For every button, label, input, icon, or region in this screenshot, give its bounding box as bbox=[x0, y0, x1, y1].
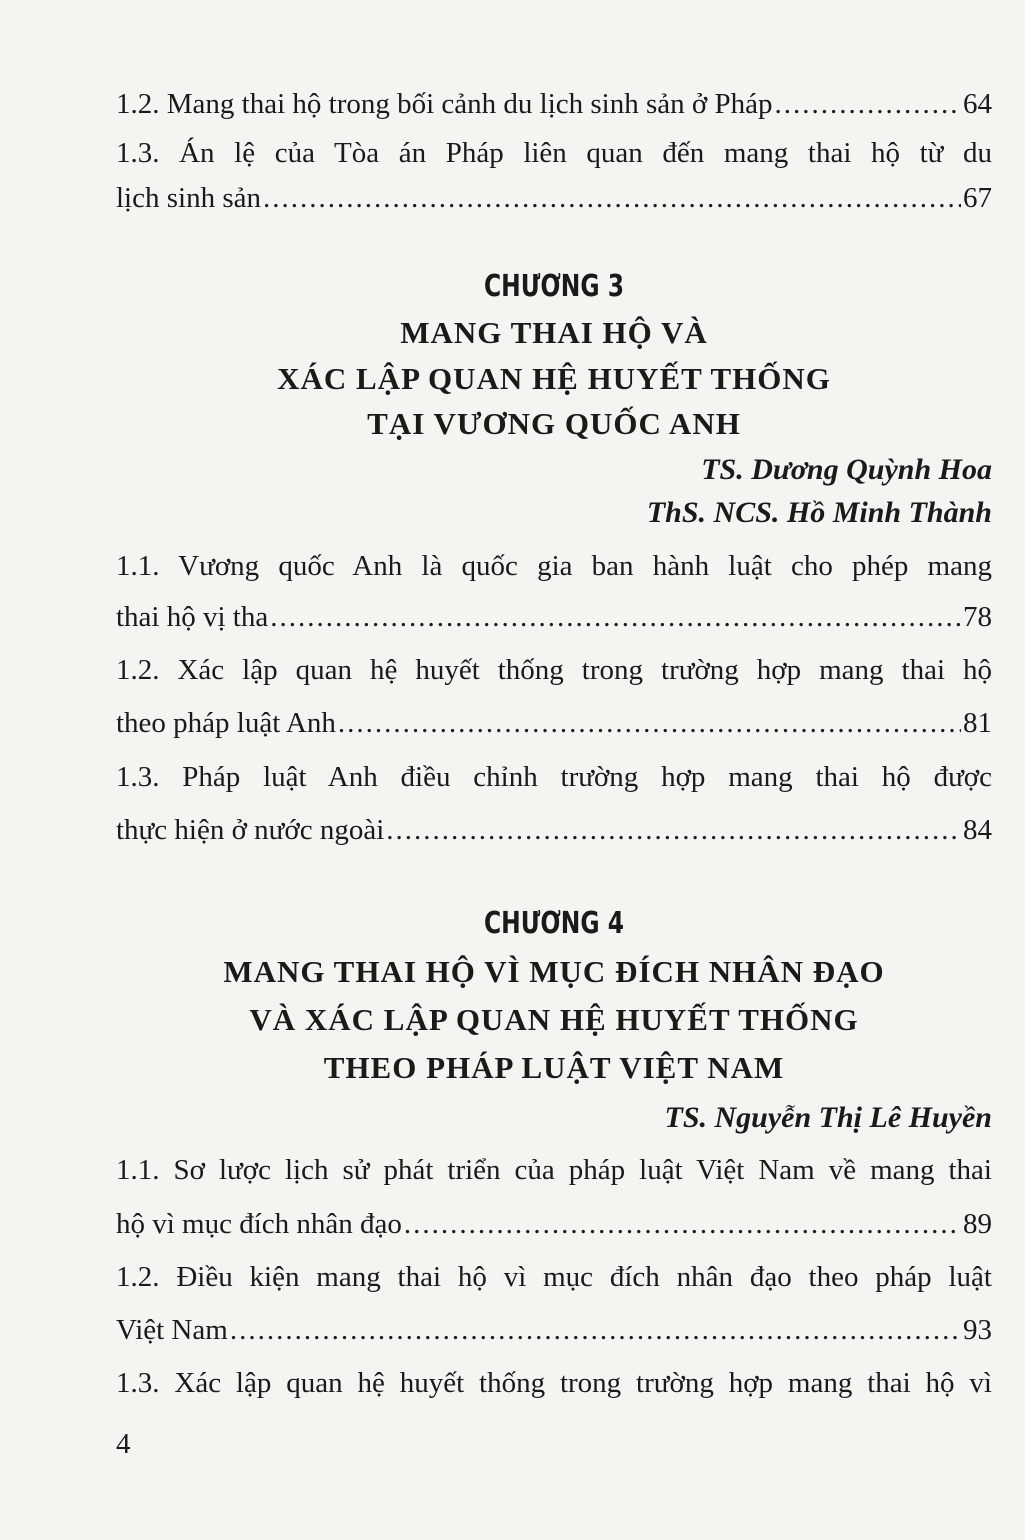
page-ref: 84 bbox=[963, 814, 992, 846]
toc-entry-line: 1.3. Xác lập quan hệ huyết thống trong trường hợp mang thai hộ vì bbox=[116, 1367, 992, 1399]
chapter-4-title-line: VÀ XÁC LẬP QUAN HỆ HUYẾT THỐNG bbox=[249, 1002, 859, 1037]
toc-entry-line: 1.3. Án lệ của Tòa án Pháp liên quan đến mang thai hộ từ du bbox=[116, 137, 992, 169]
leader-dots bbox=[230, 1310, 961, 1350]
toc-entry: theo pháp luật Anh ..... 81 bbox=[116, 703, 992, 743]
page-ref: 67 bbox=[963, 182, 992, 214]
toc-entry: thai hộ vị tha ..... 78 bbox=[116, 597, 992, 637]
toc-entry-line: 1.2. Xác lập quan hệ huyết thống trong trường hợp mang thai hộ bbox=[116, 654, 992, 686]
toc-entry-line: 1.1. Vương quốc Anh là quốc gia ban hành luật cho phép mang bbox=[116, 550, 992, 582]
leader-dots bbox=[338, 703, 961, 743]
toc-entry-line: 1.3. Pháp luật Anh điều chỉnh trường hợp mang thai hộ được bbox=[116, 761, 992, 793]
page-ref: 81 bbox=[963, 707, 992, 739]
toc-entry-line: 1.1. Sơ lược lịch sử phát triển của pháp luật Việt Nam về mang thai bbox=[116, 1154, 992, 1186]
chapter-4-title-line: THEO PHÁP LUẬT VIỆT NAM bbox=[323, 1050, 785, 1085]
page-ref: 78 bbox=[963, 601, 992, 633]
chapter-3-title-line: TẠI VƯƠNG QUỐC ANH bbox=[367, 406, 741, 441]
page-ref: 89 bbox=[963, 1208, 992, 1240]
toc-entry: 1.2. Mang thai hộ trong bối cảnh du lịch sinh sản ở Pháp ..... 64 bbox=[116, 84, 992, 124]
toc-entry-line: 1.2. Điều kiện mang thai hộ vì mục đích nhân đạo theo pháp luật bbox=[116, 1261, 992, 1293]
chapter-3-author: TS. Dương Quỳnh Hoa bbox=[701, 453, 992, 486]
chapter-3-author: ThS. NCS. Hồ Minh Thành bbox=[646, 496, 992, 529]
leader-dots bbox=[774, 84, 961, 124]
leader-dots bbox=[270, 597, 961, 637]
chapter-4-label: CHƯƠNG 4 bbox=[484, 906, 624, 941]
page-ref: 64 bbox=[963, 88, 992, 120]
chapter-3-title-line: XÁC LẬP QUAN HỆ HUYẾT THỐNG bbox=[277, 361, 831, 396]
toc-entry: thực hiện ở nước ngoài ..... 84 bbox=[116, 810, 992, 850]
page-number: 4 bbox=[116, 1428, 131, 1460]
toc-page bbox=[116, 0, 992, 1540]
page-ref: 93 bbox=[963, 1314, 992, 1346]
leader-dots bbox=[263, 178, 961, 218]
leader-dots bbox=[404, 1204, 961, 1244]
chapter-4-author: TS. Nguyễn Thị Lê Huyền bbox=[664, 1101, 992, 1134]
toc-entry: hộ vì mục đích nhân đạo ..... 89 bbox=[116, 1204, 992, 1244]
toc-entry: lịch sinh sản ..... 67 bbox=[116, 178, 992, 218]
chapter-4-title-line: MANG THAI HỘ VÌ MỤC ĐÍCH NHÂN ĐẠO bbox=[223, 954, 885, 989]
toc-entry: Việt Nam ..... 93 bbox=[116, 1310, 992, 1350]
chapter-3-label: CHƯƠNG 3 bbox=[484, 269, 624, 304]
leader-dots bbox=[386, 810, 961, 850]
chapter-3-title-line: MANG THAI HỘ VÀ bbox=[400, 315, 708, 350]
